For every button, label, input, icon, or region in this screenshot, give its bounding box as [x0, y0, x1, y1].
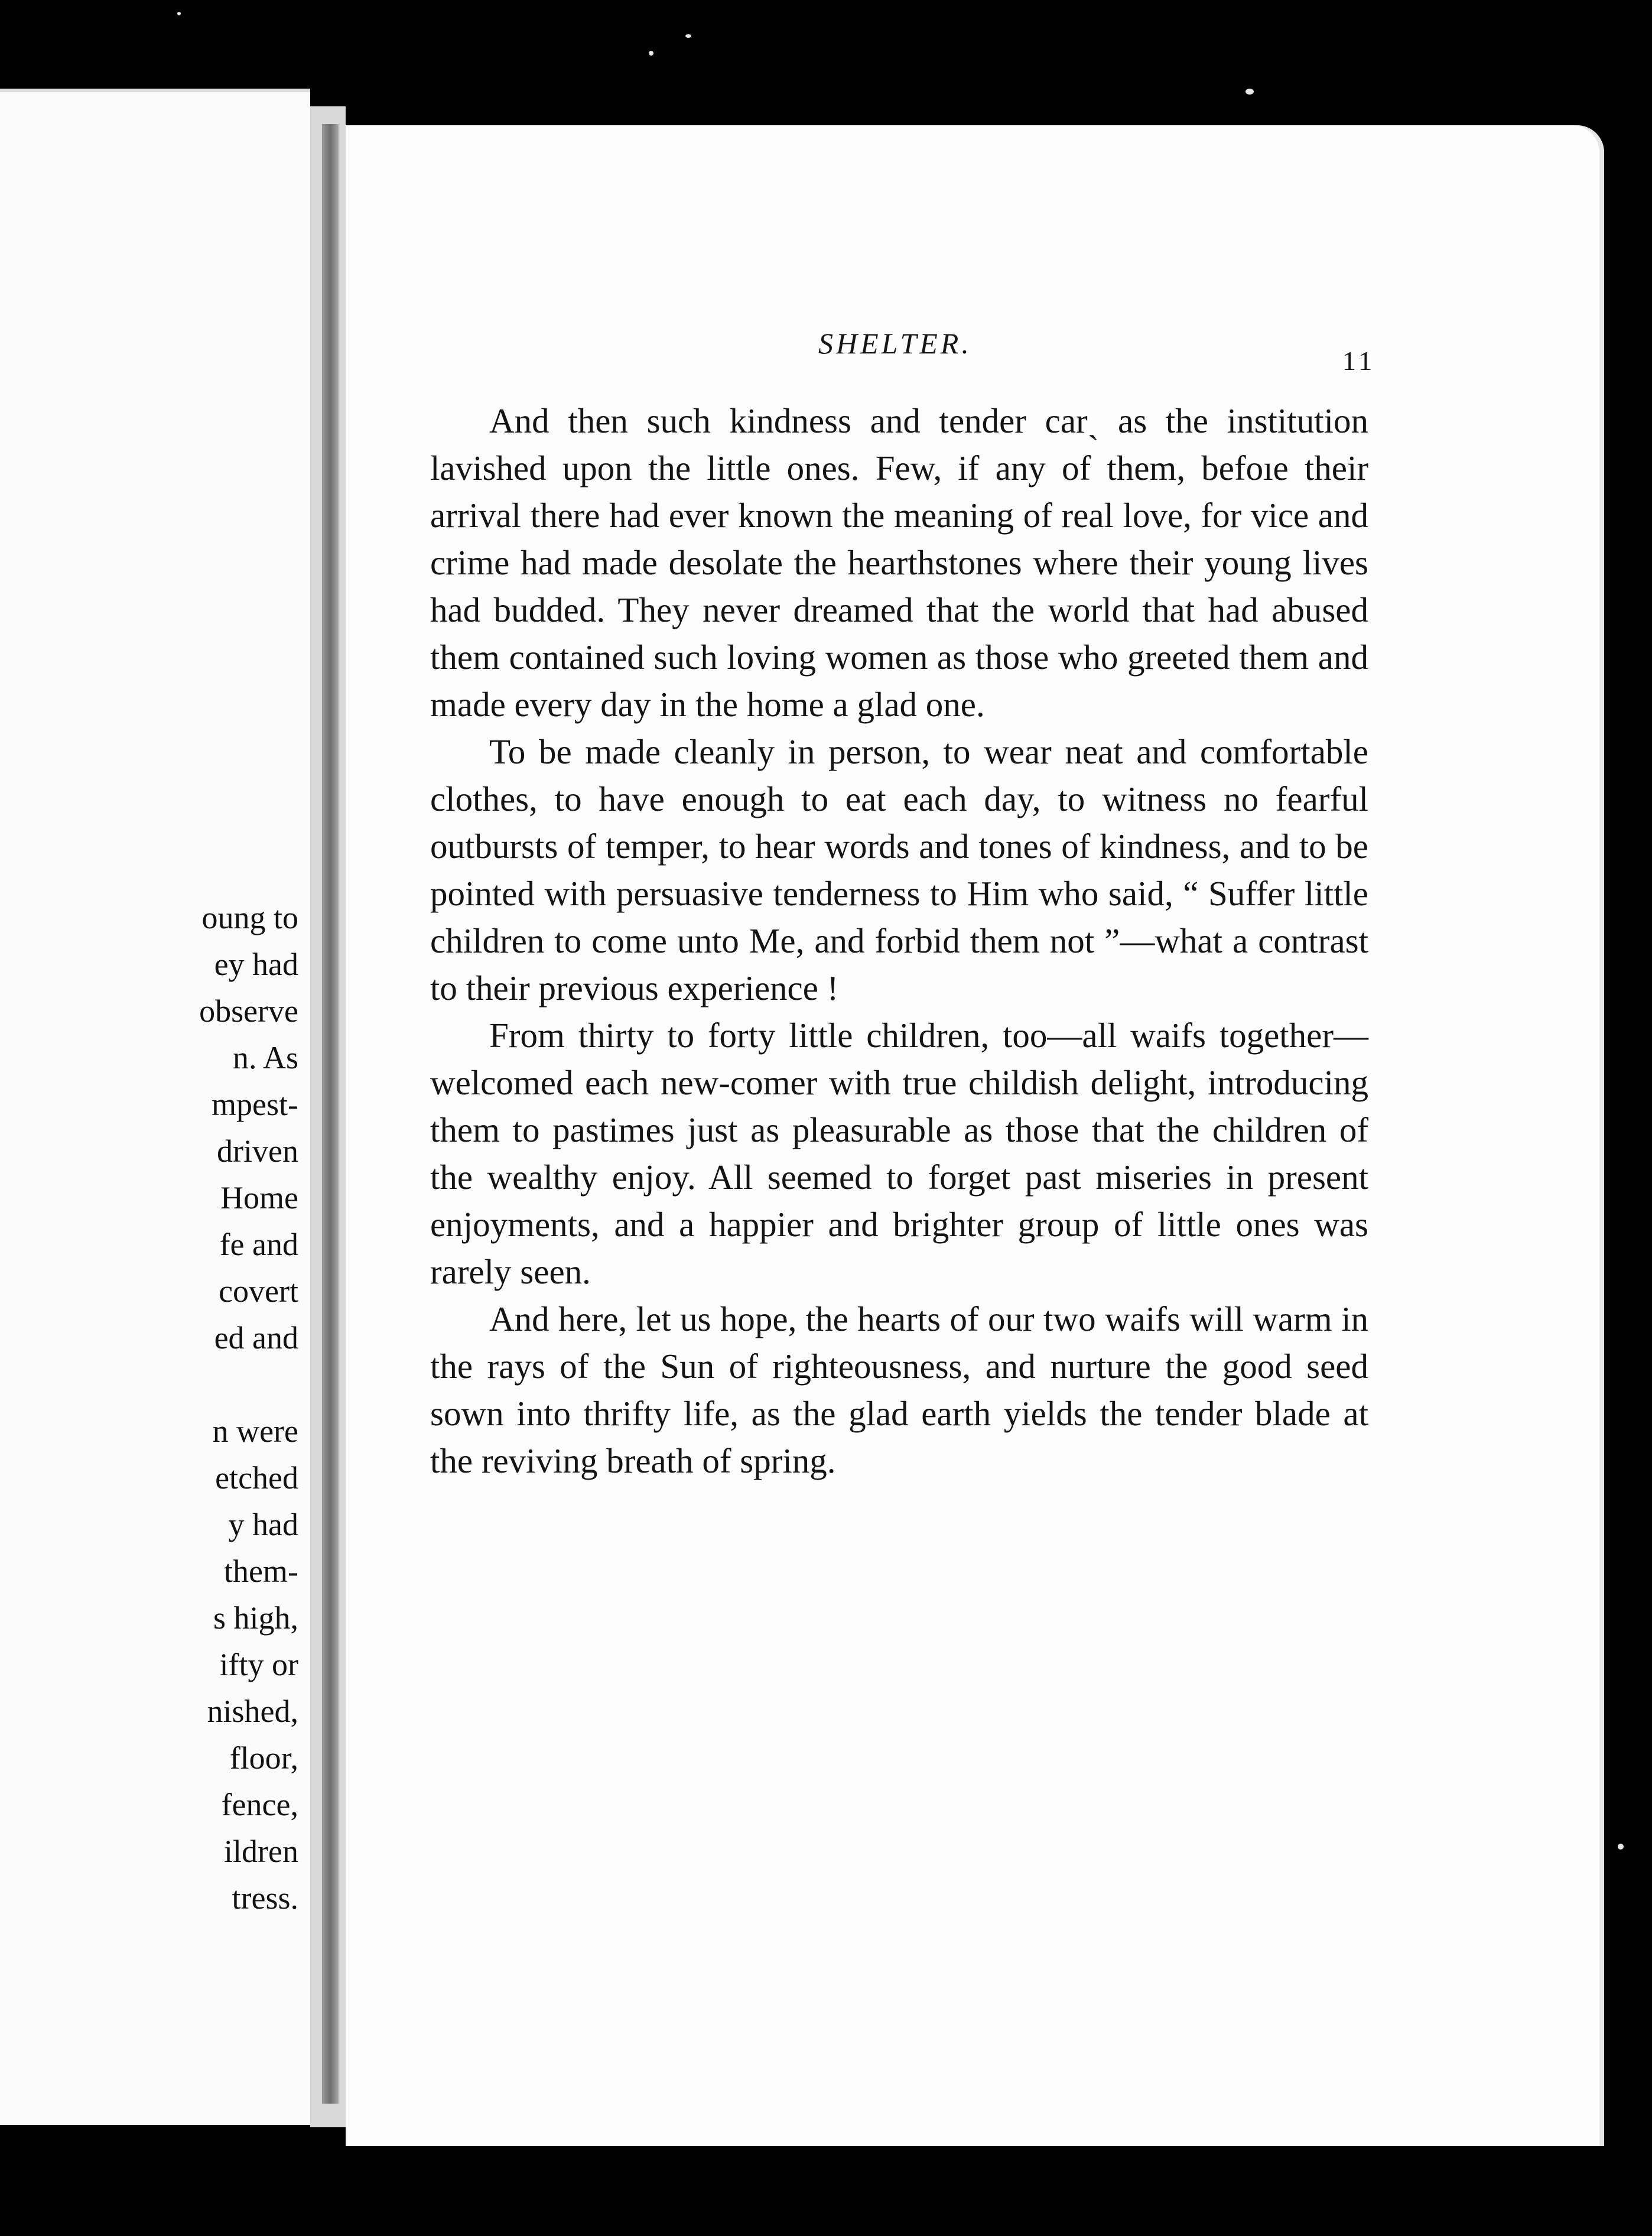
scan-speck: [177, 12, 181, 15]
paragraph: From thirty to forty little children, too—all waifs together—welcomed each new-comer with true childish delight, introducing them to pastimes just as pleasurable as those that the children of the wealthy enjoy. All seemed to forget past miseries in present enjoyments, and a happier and brighter group of little ones was rarely seen.: [430, 1016, 1368, 1291]
scan-speck: [649, 51, 653, 56]
text-line: s high,: [213, 1600, 298, 1636]
text-line: y had: [228, 1507, 298, 1542]
text-line: mpest-: [212, 1087, 298, 1122]
text-line: them-: [224, 1554, 298, 1589]
page-number: 11: [1342, 346, 1376, 376]
previous-page: [0, 89, 310, 2125]
text-line: ey had: [214, 947, 298, 982]
text-line: fe and: [219, 1227, 298, 1262]
text-line: covert: [219, 1273, 298, 1309]
text-line: n were: [212, 1413, 298, 1449]
text-line: nished,: [207, 1694, 298, 1729]
page-body: [430, 397, 1368, 1484]
text-line: ildren: [224, 1834, 298, 1869]
scan-speck: [1618, 1844, 1624, 1850]
running-head: SHELTER.: [818, 327, 972, 360]
text-line: Home: [220, 1180, 298, 1216]
paragraph: To be made cleanly in person, to wear neat and comfortable clothes, to have enough to eat each day, to witness no fearful outbursts of temper, to hear words and tones of kindness, and to be pointed with persuasive tenderness to Him who said, “ Suffer little children to come unto Me, and forbid them not ”—what a contrast to their previous experience !: [430, 732, 1368, 1008]
gutter-shadow: [322, 124, 339, 2104]
text-line: oung to: [201, 900, 298, 935]
text-line: ifty or: [219, 1647, 298, 1682]
text-line: etched: [215, 1460, 298, 1496]
scan-speck: [685, 34, 691, 38]
text-line: observe: [199, 993, 298, 1029]
text-line: ed and: [214, 1320, 298, 1356]
text-line: fence,: [221, 1787, 298, 1822]
paragraph: And here, let us hope, the hearts of our two waifs will warm in the rays of the Sun of righteousness, and nurture the good seed sown into thrifty life, as the glad earth yields the tender blade at the reviving breath of spring.: [430, 1299, 1368, 1480]
paragraph: And then such kindness and tender carˏ as the institution lavished upon the little ones. Few, if any of them, befoıe their arrival there had ever known the meaning of real love, for vice and crime had made desolate the hearthstones where their young lives had budded. They never dreamed that the world that had abused them contained such loving women as those who greeted them and made every day in the home a glad one.: [430, 401, 1368, 724]
text-line: floor,: [229, 1740, 298, 1776]
text-line: tress.: [232, 1880, 298, 1916]
previous-page-text: [0, 895, 298, 1922]
text-line: n. As: [232, 1040, 298, 1075]
scan-speck: [1245, 89, 1254, 95]
text-line: driven: [217, 1133, 298, 1169]
paragraph-gap: [0, 1361, 298, 1408]
